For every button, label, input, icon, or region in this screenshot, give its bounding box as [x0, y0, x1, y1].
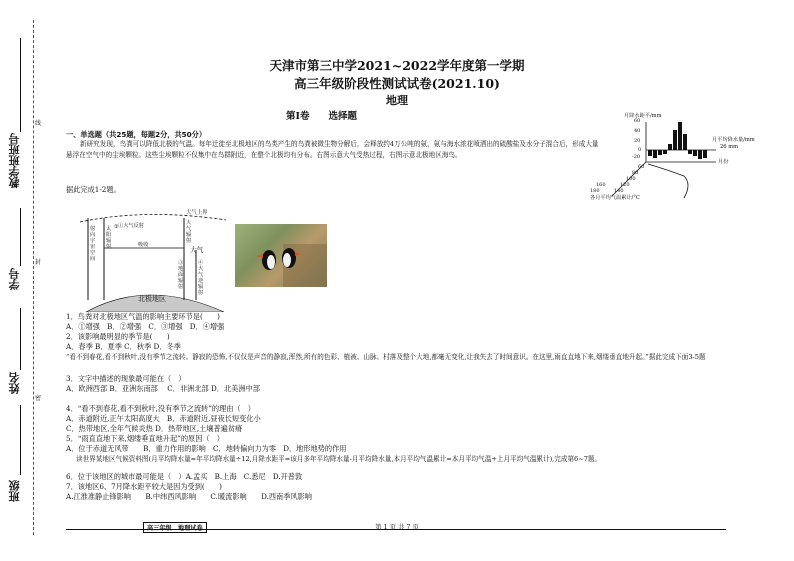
footer-badge: 高三年级 地理试卷 — [143, 522, 207, 533]
section-title: 第Ⅰ卷 选择题 — [286, 111, 357, 122]
question-4-options-ab: A．赤道附近,正午太阳高度大 B．赤道附近,昼夜长短变化小 — [66, 414, 261, 423]
chart-tick-neg20: -20 — [632, 154, 641, 160]
chart-xlabel: 月份 — [718, 159, 729, 165]
space-label: 射向宇宙空间 — [90, 226, 96, 262]
chart-tick-60: 60 — [634, 118, 641, 124]
question-7: 7．该地区6、7月降水距平较大是因为受到( ) — [66, 482, 222, 491]
temp-tick-140: 140 — [614, 188, 624, 194]
grade-label: 班级 — [8, 480, 21, 502]
q6-7-intro: 读世界某地区气候资料图(月平均降水量=年平均降水量÷12,月降水距平=该月多年平均降水量-月平均降水量,本月平均气温累计=本月平均气温+上月平均气温累计),完成第6~7题。 — [76, 455, 602, 463]
question-1: 1．鸟粪对北极地区气温的影响主要环节是( ) — [66, 312, 220, 321]
rule-line — [20, 308, 21, 370]
chart-ylabel: 月降水距平/mm — [624, 113, 662, 119]
temp-tick-60: 60 — [638, 164, 645, 170]
question-4-options-cd: C．热带地区,全年气候炎热 D．热带地区,土壤普遍贫瘠 — [66, 424, 243, 433]
absorb-label: 吸收 — [138, 242, 149, 248]
seabird-photo-svg — [235, 224, 327, 287]
region-label: 北极地区 — [138, 295, 166, 303]
rule-line — [20, 208, 21, 266]
question-3-options: A．欧洲西部 B．亚洲东南部 C．非洲北部 D．北美洲中部 — [66, 384, 260, 393]
temp-tick-180: 180 — [590, 188, 600, 194]
question-2: 2．该影响最明显的季节是( ) — [66, 332, 170, 341]
rule-line — [20, 405, 21, 475]
part-heading: 一、单选题（共25题，每题2分，共50分） — [66, 130, 207, 139]
solar-label: 太阳辐射 — [106, 226, 112, 250]
name-label: 姓名 — [8, 372, 21, 394]
temp-tick-120: 120 — [620, 182, 630, 188]
page-number: 第 1 页 共 7 页 — [375, 523, 419, 531]
intro-prompt: 据此完成1-2题。 — [66, 185, 121, 194]
temp-tick-100: 100 — [626, 176, 636, 182]
exam-title-line2: 高三年级阶段性测试试卷(2021.10) — [294, 76, 500, 91]
question-6: 6．位于该地区的城市最可能是（ ）A.孟买 B.上海 C.悉尼 D.开普敦 — [66, 472, 303, 481]
question-3: 3．文字中描述的现象最可能在（ ） — [66, 374, 186, 383]
chart-tick-20: 20 — [634, 138, 641, 144]
atm-radiation-label: 大气辐射 — [186, 220, 192, 244]
seal-mark-mi: 密 — [35, 395, 42, 402]
exam-title-line1: 天津市第三中学2021~2022学年度第一学期 — [269, 58, 525, 73]
intro-paragraph: 新研究发现，鸟粪可以降低北极的气温。每年迁徙至北极地区的鸟类产生的鸟粪被微生物分解后，会释放约4万公吨的氨，氨与海水浓花喷洒出的硫酸盐及水分子混合后，形成大量悬浮在空气中的尘埃颗粒。这些尘埃颗粒不仅集中在鸟群附近，在整个北极均有分布。右图示意大气受热过程，右图示意北极地区海鸟。 — [66, 140, 599, 159]
question-7-options: A.江淮准静止锋影响 B.中纬西风影响 C.暖流影响 D.西南季风影响 — [66, 492, 312, 501]
subject-title: 地理 — [386, 94, 408, 107]
chart-annual-value: 26 mm — [720, 144, 739, 150]
chart-annual-label: 月平均降水量/mm — [712, 137, 755, 143]
counter-radiation-label: ④大气逆辐射 — [198, 260, 204, 296]
temp-tick-160: 160 — [596, 182, 606, 188]
quote-paragraph: “看不到春花,看不到秋叶,没有季节之流转。静寂的恐怖,不仅仅是声音的静寂,浑然,所有的色彩、植被、山脉、村落及整个大地,都毫无变化,让我失去了时间意识。在这里,雨直直地下来,烟缕垂直地升起。”据此完成下面3-5题 — [66, 353, 706, 361]
seabird-photo — [235, 224, 327, 287]
class-number-label: 教学班班号 — [8, 133, 21, 188]
atm-upper-label: 大气上界 — [186, 210, 208, 216]
atm-reflect-label: ①大气反射 — [118, 223, 144, 229]
question-5: 5．“雨直直地下来,烟缕垂直地升起”的原因（ ） — [66, 434, 224, 443]
question-4: 4．“看不到春花,看不到秋叶,没有季节之流转”的理由（ ） — [66, 404, 255, 413]
chart-tick-40: 40 — [634, 128, 641, 134]
climate-chart — [588, 108, 768, 208]
ground-radiation-label: ③地面辐射 — [178, 260, 184, 290]
temp-tick-80: 80 — [632, 170, 639, 176]
atmosphere-heating-diagram — [66, 204, 231, 312]
chart-temp-label: 各月平均气温累计/°C — [590, 195, 640, 201]
question-1-options: A．①增强 B．②增强 C．③增强 D．④增强 — [66, 322, 225, 331]
question-2-options: A．春季 B．夏季 C．秋季 D．冬季 — [66, 342, 181, 351]
seal-mark-line: 线 — [35, 120, 42, 127]
atmosphere-label: 大气 — [190, 246, 204, 254]
svg-text:①: ① — [114, 224, 119, 230]
seal-mark-feng: 封 — [35, 259, 42, 266]
chart-tick-0: 0 — [638, 147, 642, 153]
question-5-options: A．位于赤道无风带 B．重力作用的影响 C．地转偏向力为零 D．地形地势的作用 — [66, 444, 347, 453]
seat-number-label: 学号 — [8, 268, 21, 290]
